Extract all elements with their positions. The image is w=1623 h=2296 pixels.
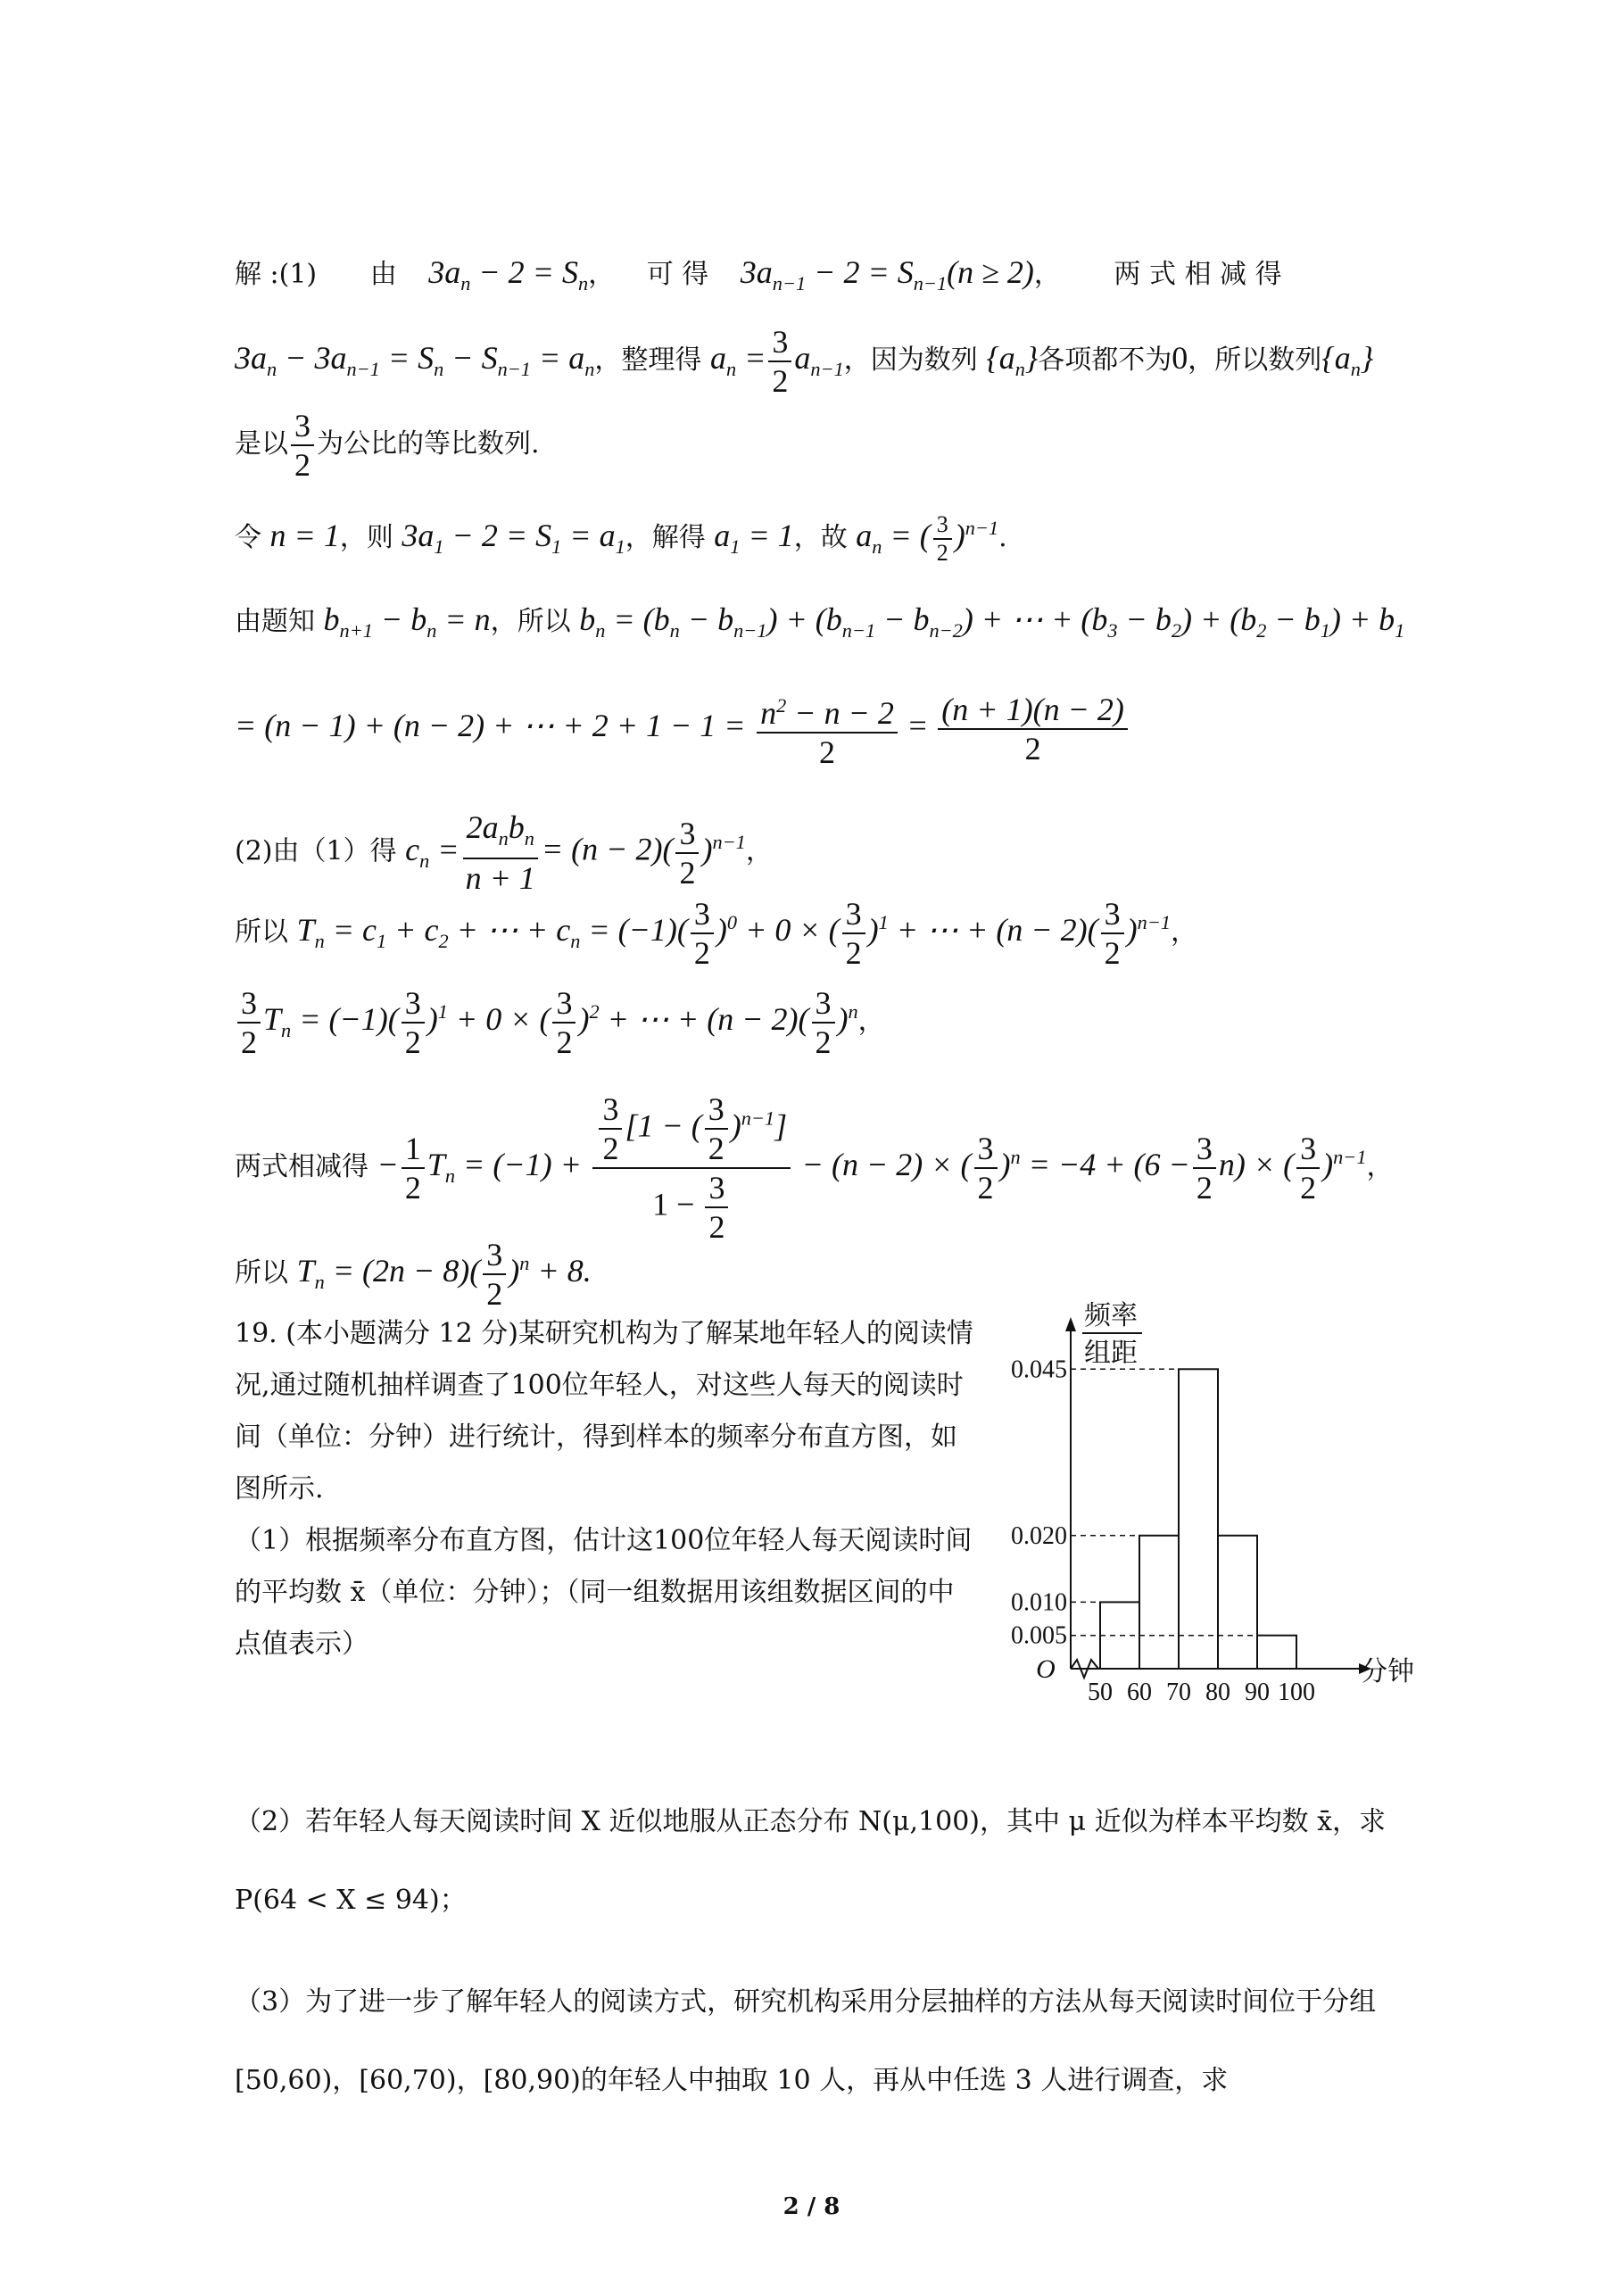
y-axis-label-top: 频率 (1084, 1301, 1138, 1330)
y-tick-label: 0.005 (1011, 1621, 1067, 1650)
x-axis-label: 分钟 (1361, 1657, 1414, 1687)
solution-line-4: 令 n = 1，则 $3a_1 - 2 = S_1 = a_1$，解得 $a_1 = 1$，故 $a_n$ = ( $\frac{3}{2}$ )$^{n-1}$. (235, 511, 1007, 566)
histogram-bar (1218, 1536, 1257, 1669)
fraction: $\frac{(n + 1)(n - 2)}{2}$ (938, 691, 1128, 767)
page-number: 2 / 8 (783, 2193, 840, 2220)
solution-line-9: $\frac{3}{2}$ $T_n = (-1)$( $\frac{3}{2}$ )$^1$ + 0 × ( $\frac{3}{2}$ )$^2$ + ⋯ + (n − 2)( $\frac{3}{2}$ )$^n$， (235, 984, 885, 1061)
histogram-bar (1179, 1369, 1218, 1669)
problem-19-question-3: （3）为了进一步了解年轻人的阅读方式，研究机构采用分层抽样的方法从每天阅读时间位于分组[50,60)，[60,70)，[80,90)的年轻人中抽取 10 人，再从中任选 3 人进行调查，求 (235, 1986, 1377, 2096)
histogram-bar (1139, 1536, 1179, 1669)
problem-19-question-2: （2）若年轻人每天阅读时间 X 近似地服从正态分布 N(μ,100)，其中 μ 近似为样本平均数 x̄，求 P(64 < X ≤ 94)； (235, 1806, 1387, 1916)
solution-line-11: 所以 $T_n = (2n - 8)$( $\frac{3}{2}$ )$^n$ + 8. (235, 1237, 592, 1312)
solution-line-2: $3a_n - 3a_{n-1} = S_n - S_{n-1} = a_n$，整理得 $a_n$ = $\frac{3}{2}$ $a_{n-1}$，因为数列 $\{a_n\}$各项都不为0，所以数列$\{a_n\}$ (235, 324, 1374, 399)
x-tick-label: 70 (1166, 1678, 1191, 1706)
eq-3: $3a_n - 3a_{n-1} = S_n - S_{n-1} = a_n$ (235, 340, 595, 381)
x-tick-label: 50 (1088, 1678, 1113, 1706)
solution-line-8: 所以 $T_n = c_1 + c_2$ + ⋯ + $c_n = (-1)$( $\frac{3}{2}$ )$^0$ + 0 × ( $\frac{3}{2}$ )$^1$ + ⋯ + (n − 2)( $\frac{3}{2}$ )$^{n-1}$， (235, 896, 1198, 971)
eq-2: $3a_{n-1} - 2 = S_{n-1}(n \ge 2)$ (740, 254, 1034, 295)
x-tick-label: 100 (1278, 1678, 1315, 1706)
y-axis-label-bottom: 组距 (1084, 1339, 1138, 1368)
origin-label: O (1036, 1654, 1056, 1684)
y-axis-arrow (1065, 1317, 1076, 1331)
x-tick-label: 80 (1205, 1678, 1230, 1706)
y-tick-label: 0.020 (1011, 1521, 1067, 1550)
solution-label: 解 :(1) (235, 259, 318, 290)
x-tick-label: 90 (1245, 1678, 1270, 1706)
problem-19-question-1: （1）根据频率分布直方图，估计这100位年轻人每天阅读时间的平均数 x̄（单位：分钟）；（同一组数据用该组数据区间的中点值表示） (235, 1525, 973, 1660)
solution-line-3: 是以 $\frac{3}{2}$ 为公比的等比数列. (235, 408, 540, 483)
solution-line-6: = (n − 1) + (n − 2) + ⋯ + 2 + 1 − 1 = $\frac{n^2 - n - 2}{2}$ = $\frac{(n + 1)(n - 2)}{2}$ (235, 687, 1130, 771)
fraction-3-2: $\frac{3}{2}$ (768, 323, 791, 400)
solution-line-5: 由题知 $b_{n+1} - b_n = n$，所以 $b_n = (b_n - b_{n-1}) + (b_{n-1} - b_{n-2})$ + ⋯ + $(b_3 - b_2) + (b_2 - b_1) + b_1$ (235, 601, 1405, 642)
y-tick-label: 0.045 (1011, 1355, 1067, 1384)
solution-line-1: 解 :(1) 由 $3a_n - 2 = S_n$， 可 得 $3a_{n-1} - 2 = S_{n-1}(n \ge 2)$， 两 式 相 减 得 (235, 254, 1282, 295)
histogram-bar (1257, 1636, 1296, 1669)
compound-fraction: $\frac{3}{2}$ [1 − ( $\frac{3}{2}$ )$^{n-1}$] 1 − $\frac{3}{2}$ (592, 1090, 791, 1246)
fraction: $\frac{n^2 - n - 2}{2}$ (757, 687, 898, 771)
fraction-3-2: $\frac{3}{2}$ (291, 407, 314, 484)
frequency-histogram (968, 1294, 1414, 1722)
problem-19-intro: 19. (本小题满分 12 分)某研究机构为了解某地年轻人的阅读情况,通过随机抽样调查了100位年轻人，对这些人每天的阅读时间（单位：分钟）进行统计，得到样本的频率分布直方图，如图所示. (235, 1318, 973, 1504)
problem-19-text (235, 1308, 975, 1670)
y-tick-label: 0.010 (1011, 1588, 1067, 1617)
solution-line-10: 两式相减得 − $\frac{1}{2}$ $T_n = (-1)$ + $\frac{3}{2}$ [1 − ( $\frac{3}{2}$ )$^{n-1}$] 1 − $\frac{3}{2}$ − (n − 2) × ( $\frac{3}{2}$ )$^n$ = −4 + (6 − $\frac{3}{2}$ n) × ( $\frac{3}{2}$ )$^{n-1}$， (235, 1091, 1394, 1245)
solution-line-7: (2)由（1）得 $c_n$ = $\frac{2a_nb_n}{n + 1}$ = (n − 2)( $\frac{3}{2}$ )$^{n-1}$， (235, 809, 773, 897)
x-tick-label: 60 (1127, 1678, 1152, 1706)
eq-1: $3a_n - 2 = S_n$ (428, 254, 589, 295)
